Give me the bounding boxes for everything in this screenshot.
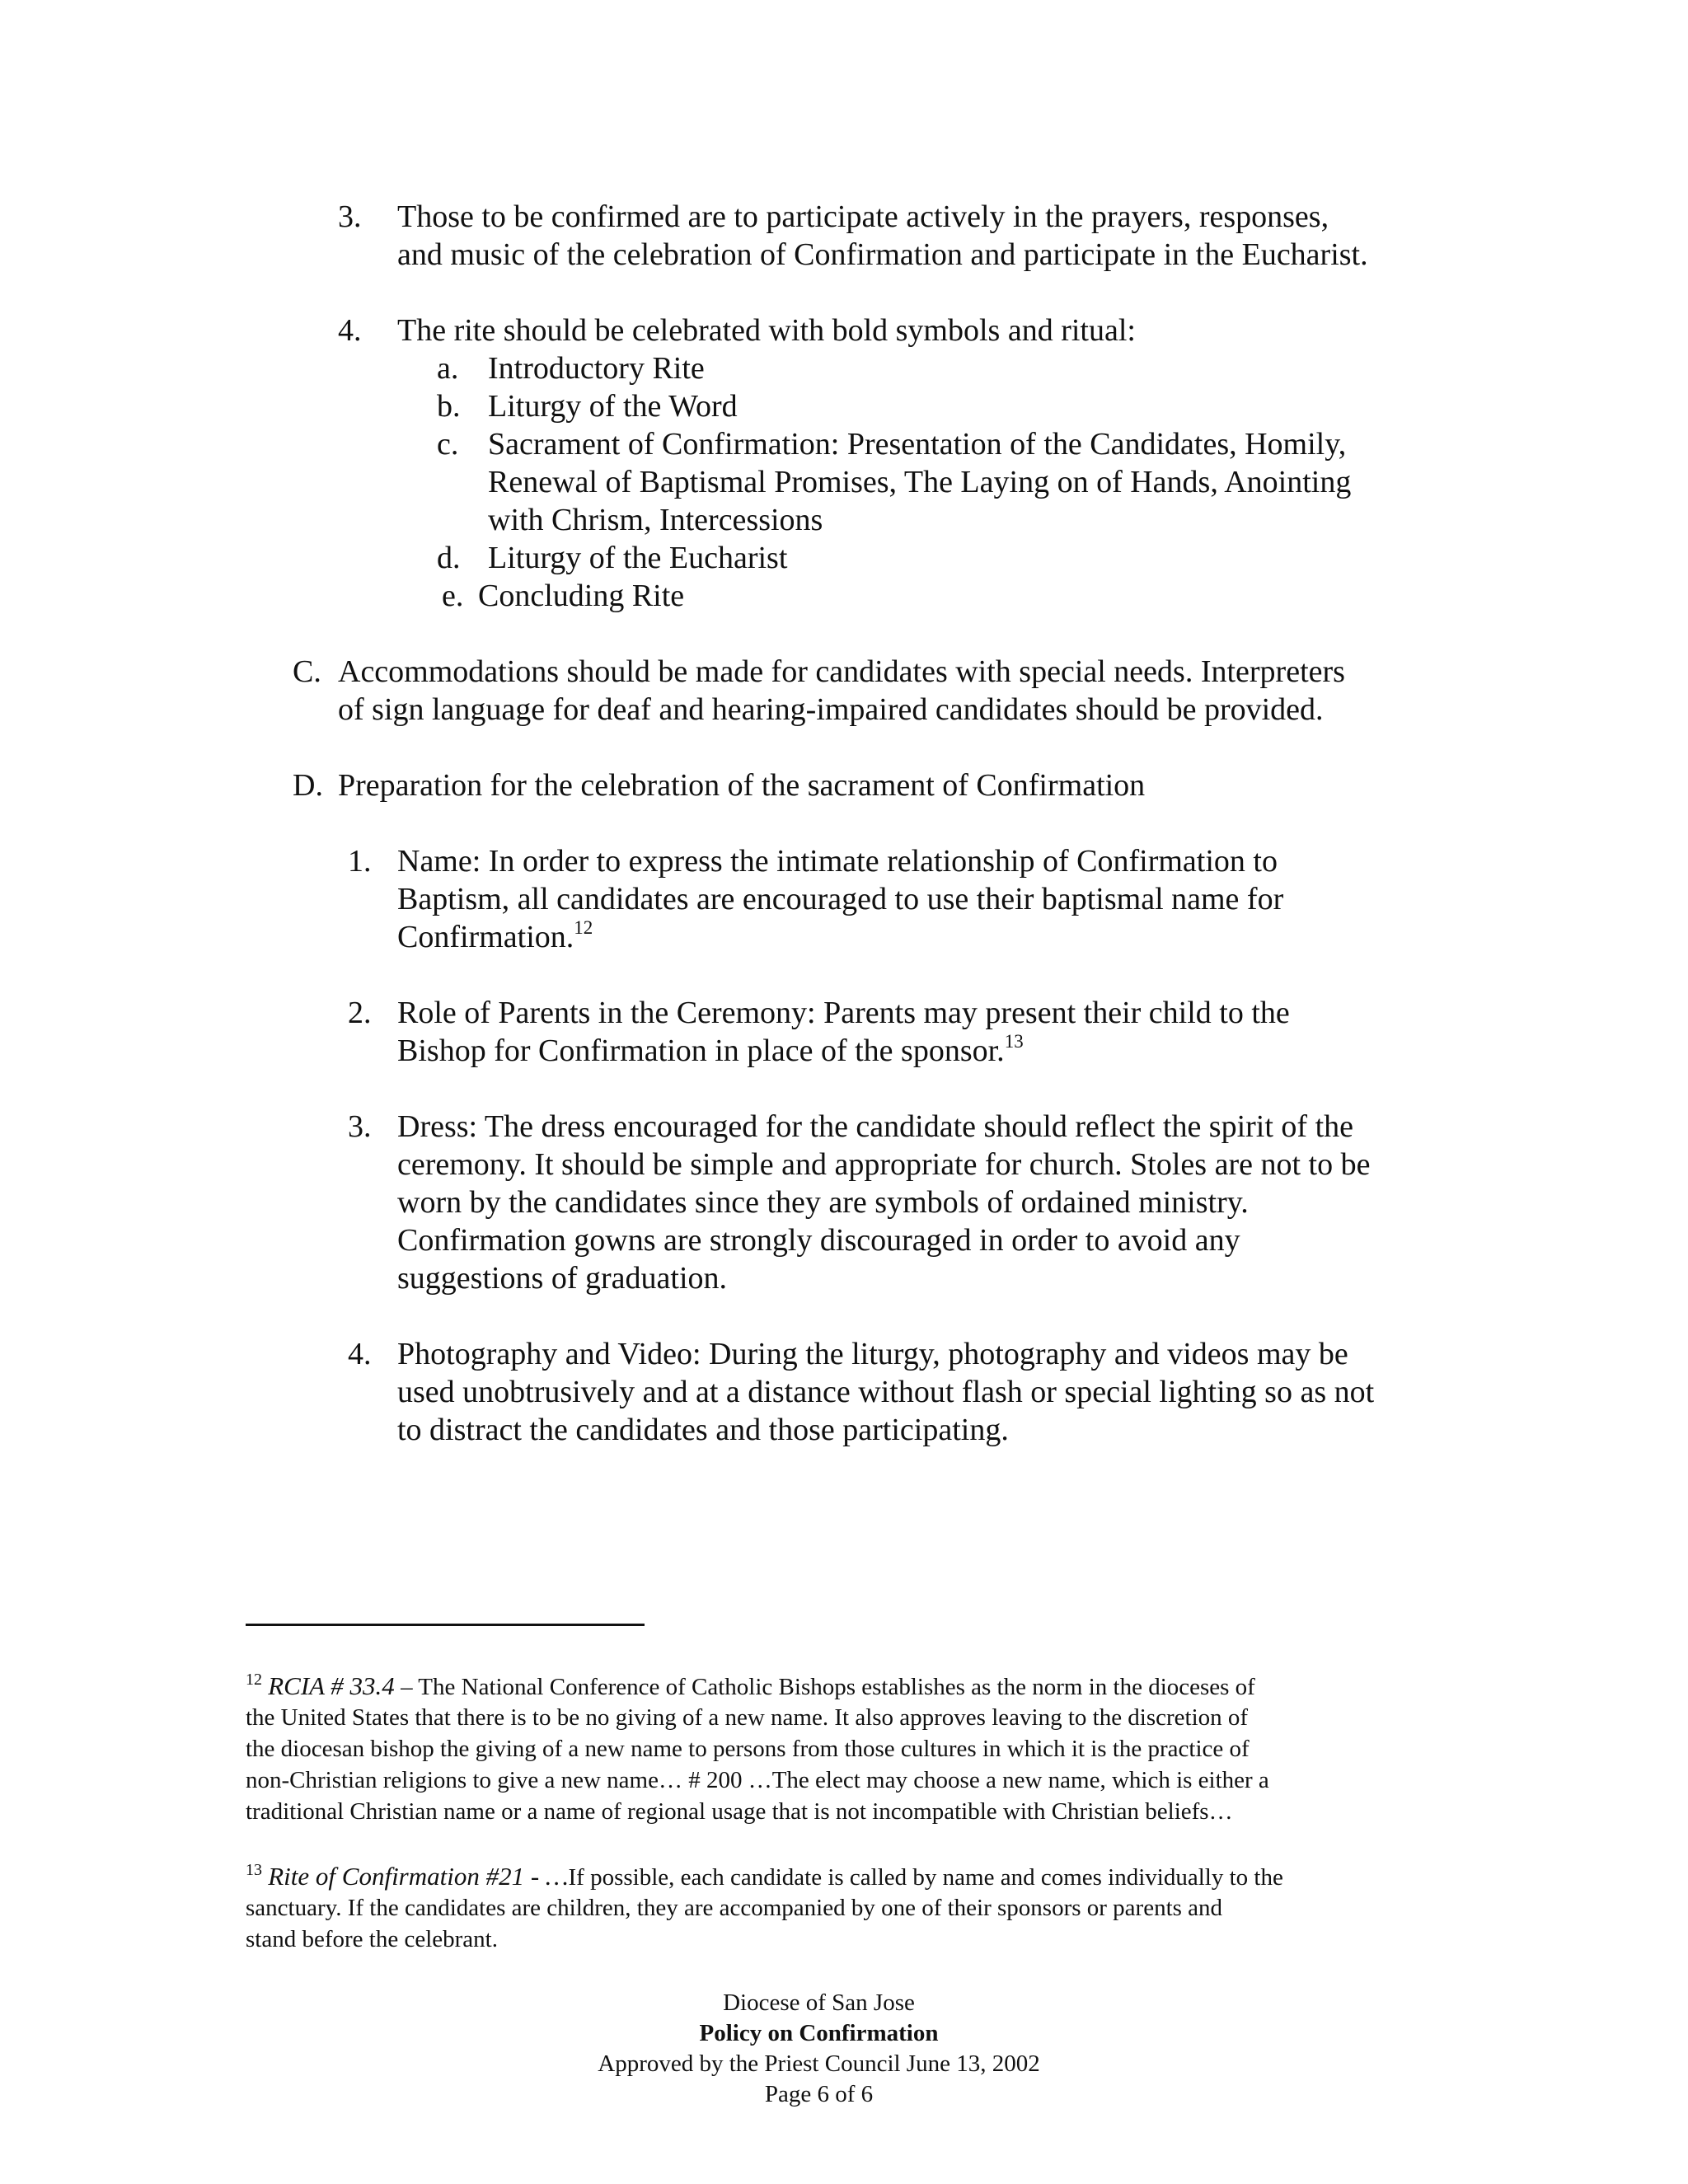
footnote-12-line-1 (246, 1671, 1255, 1703)
footnote-number: 13 (246, 1861, 262, 1879)
footnote-ref-12[interactable]: 12 (574, 917, 593, 938)
d1-line-3-text: Confirmation. (397, 920, 574, 954)
d4-line-2: used unobtrusively and at a distance without flash or special lighting so as not (397, 1375, 1375, 1409)
subitem-e: Concluding Rite (478, 579, 685, 613)
subitem-c-line-1: Sacrament of Confirmation: Presentation of the Candidates, Homily, (488, 427, 1347, 462)
footnote-citation: Rite of Confirmation #21 - … (268, 1862, 569, 1891)
sub-letter: d. (437, 541, 461, 575)
footnote-12-line-3: the diocesan bishop the giving of a new name to persons from those cultures in which it is the practice of (246, 1736, 1250, 1762)
subitem-b: Liturgy of the Word (488, 389, 738, 424)
d3-line-1: Dress: The dress encouraged for the candidate should reflect the spirit of the (397, 1109, 1354, 1144)
page-number: Page 6 of 6 (764, 2081, 874, 2107)
footnote-ref-13[interactable]: 13 (1004, 1031, 1024, 1052)
d2-line-2-text: Bishop for Confirmation in place of the sponsor. (397, 1033, 1005, 1068)
section-letter: D. (293, 768, 323, 803)
sub-letter: c. (437, 427, 459, 462)
footnote-12-line-4: non-Christian religions to give a new name… # 200 …The elect may choose a new name, which is either a (246, 1767, 1269, 1793)
footnote-13-line-1 (246, 1861, 1283, 1893)
list-number: 4. (338, 313, 362, 348)
list-number: 4. (348, 1337, 372, 1371)
footnote-13-line-2: sanctuary. If the candidates are children, they are accompanied by one of their sponsors or parents and (246, 1895, 1223, 1921)
footer-org: Diocese of San Jose (723, 1990, 915, 2016)
sectionC-line-2: of sign language for deaf and hearing-impaired candidates should be provided. (338, 692, 1324, 727)
footnote-13-line-3: stand before the celebrant. (246, 1926, 498, 1952)
section-letter: C. (293, 654, 321, 689)
footnote-citation: RCIA # 33.4 (268, 1671, 395, 1700)
d2-line-1: Role of Parents in the Ceremony: Parents may present their child to the (397, 996, 1290, 1030)
d1-line-2: Baptism, all candidates are encouraged to use their baptismal name for (397, 882, 1284, 916)
subitem-c-line-2: Renewal of Baptismal Promises, The Laying on of Hands, Anointing (488, 465, 1352, 499)
footnote-text: – The National Conference of Catholic Bishops establishes as the norm in the dioceses of (394, 1674, 1255, 1700)
footnote-separator (246, 1624, 645, 1626)
footnote-12-line-5: traditional Christian name or a name of regional usage that is not incompatible with Christian beliefs… (246, 1798, 1233, 1825)
d3-line-4: Confirmation gowns are strongly discouraged in order to avoid any (397, 1223, 1240, 1258)
list-number: 2. (348, 996, 372, 1030)
list-number: 3. (348, 1109, 372, 1144)
d3-line-2: ceremony. It should be simple and appropriate for church. Stoles are not to be (397, 1147, 1371, 1182)
d3-line-3: worn by the candidates since they are symbols of ordained ministry. (397, 1185, 1249, 1220)
subitem-a: Introductory Rite (488, 351, 705, 386)
sub-letter: a. (437, 351, 459, 386)
d4-line-1: Photography and Video: During the liturgy, photography and videos may be (397, 1337, 1348, 1371)
footnote-12-line-2: the United States that there is to be no giving of a new name. It also approves leaving to the discretion of (246, 1704, 1249, 1731)
list-number: 3. (338, 199, 362, 234)
d4-line-3: to distract the candidates and those participating. (397, 1413, 1009, 1447)
footnote-number: 12 (246, 1671, 262, 1689)
subitem-c-line-3: with Chrism, Intercessions (488, 503, 823, 537)
d3-line-5: suggestions of graduation. (397, 1261, 728, 1296)
list-number: 1. (348, 844, 372, 879)
d1-line-1: Name: In order to express the intimate relationship of Confirmation to (397, 844, 1278, 879)
sectionD-heading: Preparation for the celebration of the sacrament of Confirmation (338, 768, 1146, 803)
footer-approval: Approved by the Priest Council June 13, 2002 (598, 2050, 1040, 2077)
footer-title: Policy on Confirmation (699, 2020, 939, 2046)
sub-letter: b. (437, 389, 461, 424)
item3-line-2: and music of the celebration of Confirmation and participate in the Eucharist. (397, 237, 1368, 272)
sectionC-line-1: Accommodations should be made for candidates with special needs. Interpreters (338, 654, 1345, 689)
footnote-text: If possible, each candidate is called by name and comes individually to the (568, 1864, 1283, 1891)
item4-text: The rite should be celebrated with bold symbols and ritual: (397, 313, 1136, 348)
d1-line-3 (397, 918, 593, 956)
subitem-d: Liturgy of the Eucharist (488, 541, 788, 575)
sub-letter: e. (442, 579, 464, 613)
item3-line-1: Those to be confirmed are to participate actively in the prayers, responses, (397, 199, 1329, 234)
d2-line-2 (397, 1032, 1024, 1070)
